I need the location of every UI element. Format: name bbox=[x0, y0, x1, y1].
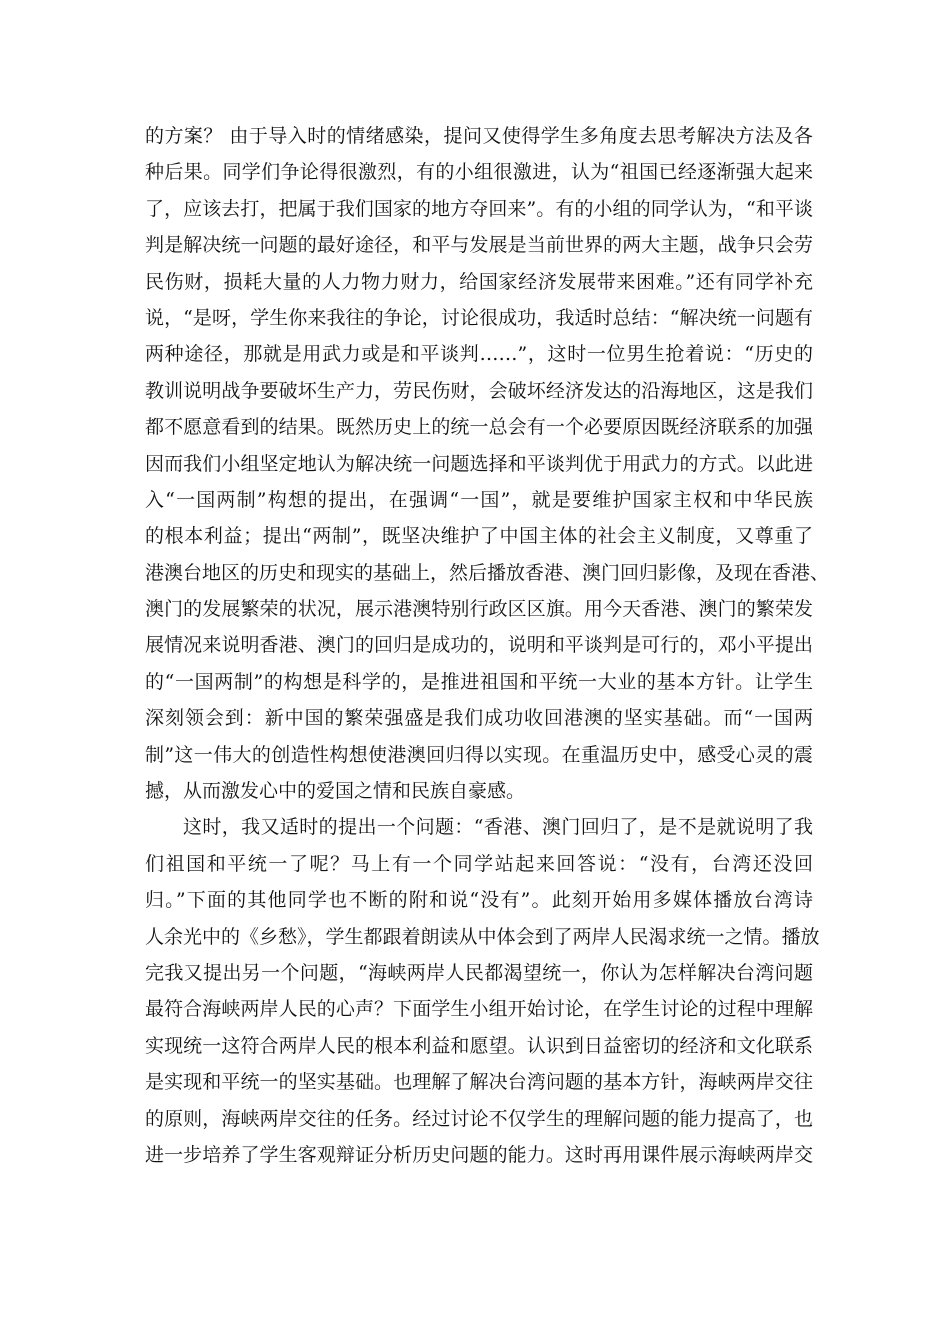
text-line: 判是解决统一问题的最好途径，和平与发展是当前世界的两大主题，战争只会劳 bbox=[145, 234, 813, 257]
text-line: 的“一国两制”的构想是科学的，是推进祖国和平统一大业的基本方针。让学生 bbox=[145, 670, 813, 693]
text-line: 的方案？ 由于导入时的情绪感染，提问又使得学生多角度去思考解决方法及各 bbox=[145, 125, 813, 147]
text-line: 教训说明战争要破坏生产力，劳民伤财，会破坏经济发达的沿海地区，这是我们 bbox=[145, 379, 813, 402]
text-line: 的原则，海峡两岸交往的任务。经过讨论不仅学生的理解问题的能力提高了，也 bbox=[145, 1107, 813, 1130]
paragraph-2 bbox=[145, 809, 820, 1173]
text-line: 这时，我又适时的提出一个问题：“香港、澳门回归了，是不是就说明了我 bbox=[183, 816, 813, 839]
paragraph-1 bbox=[145, 118, 830, 809]
text-line: 展情况来说明香港、澳门的回归是成功的，说明和平谈判是可行的，邓小平提出 bbox=[145, 634, 813, 657]
text-line: 的根本利益；提出“两制”，既坚决维护了中国主体的社会主义制度，又尊重了 bbox=[145, 525, 813, 548]
text-line: 制”这一伟大的创造性构想使港澳回归得以实现。在重温历史中，感受心灵的震 bbox=[145, 743, 813, 766]
text-line: 种后果。同学们争论得很激烈，有的小组很激进，认为“祖国已经逐渐强大起来 bbox=[145, 161, 813, 184]
text-line: 港澳台地区的历史和现实的基础上，然后播放香港、澳门回归影像，及现在香港、 bbox=[145, 561, 830, 584]
text-line: 了，应该去打，把属于我们国家的地方夺回来”。有的小组的同学认为，“和平谈 bbox=[145, 197, 813, 220]
text-line: 都不愿意看到的结果。既然历史上的统一总会有一个必要原因既经济联系的加强 bbox=[145, 416, 813, 439]
body-text bbox=[145, 118, 830, 1173]
text-line: 最符合海峡两岸人民的心声？下面学生小组开始讨论，在学生讨论的过程中理解 bbox=[145, 998, 813, 1021]
text-line: 实现统一这符合两岸人民的根本利益和愿望。认识到日益密切的经济和文化联系 bbox=[145, 1034, 813, 1057]
text-line: 人余光中的《乡愁》，学生都跟着朗读从中体会到了两岸人民渴求统一之情。播放 bbox=[145, 925, 820, 948]
text-line: 完我又提出另一个问题，“海峡两岸人民都渴望统一，你认为怎样解决台湾问题 bbox=[145, 961, 813, 984]
text-line: 民伤财，损耗大量的人力物力财力，给国家经济发展带来困难。”还有同学补充 bbox=[145, 270, 813, 293]
text-line: 入“一国两制”构想的提出，在强调“一国”，就是要维护国家主权和中华民族 bbox=[145, 488, 813, 511]
text-line: 两种途径，那就是用武力或是和平谈判……”，这时一位男生抢着说：“历史的 bbox=[145, 343, 813, 366]
text-line: 归。”下面的其他同学也不断的附和说“没有”。此刻开始用多媒体播放台湾诗 bbox=[145, 889, 813, 912]
text-line: 撼，从而激发心中的爱国之情和民族自豪感。 bbox=[145, 780, 526, 803]
text-line: 进一步培养了学生客观辩证分析历史问题的能力。这时再用课件展示海峡两岸交 bbox=[145, 1143, 813, 1166]
text-line: 因而我们小组坚定地认为解决统一问题选择和平谈判优于用武力的方式。以此进 bbox=[145, 452, 813, 475]
text-line: 们祖国和平统一了呢？马上有一个同学站起来回答说：“没有，台湾还没回 bbox=[145, 852, 813, 875]
text-line: 澳门的发展繁荣的状况，展示港澳特别行政区区旗。用今天香港、澳门的繁荣发 bbox=[145, 598, 813, 621]
text-line: 深刻领会到：新中国的繁荣强盛是我们成功收回港澳的坚实基础。而“一国两 bbox=[145, 707, 813, 730]
text-line: 说，“是呀，学生你来我往的争论，讨论很成功，我适时总结：“解决统一问题有 bbox=[145, 306, 813, 329]
text-line: 是实现和平统一的坚实基础。也理解了解决台湾问题的基本方针，海峡两岸交往 bbox=[145, 1071, 813, 1094]
